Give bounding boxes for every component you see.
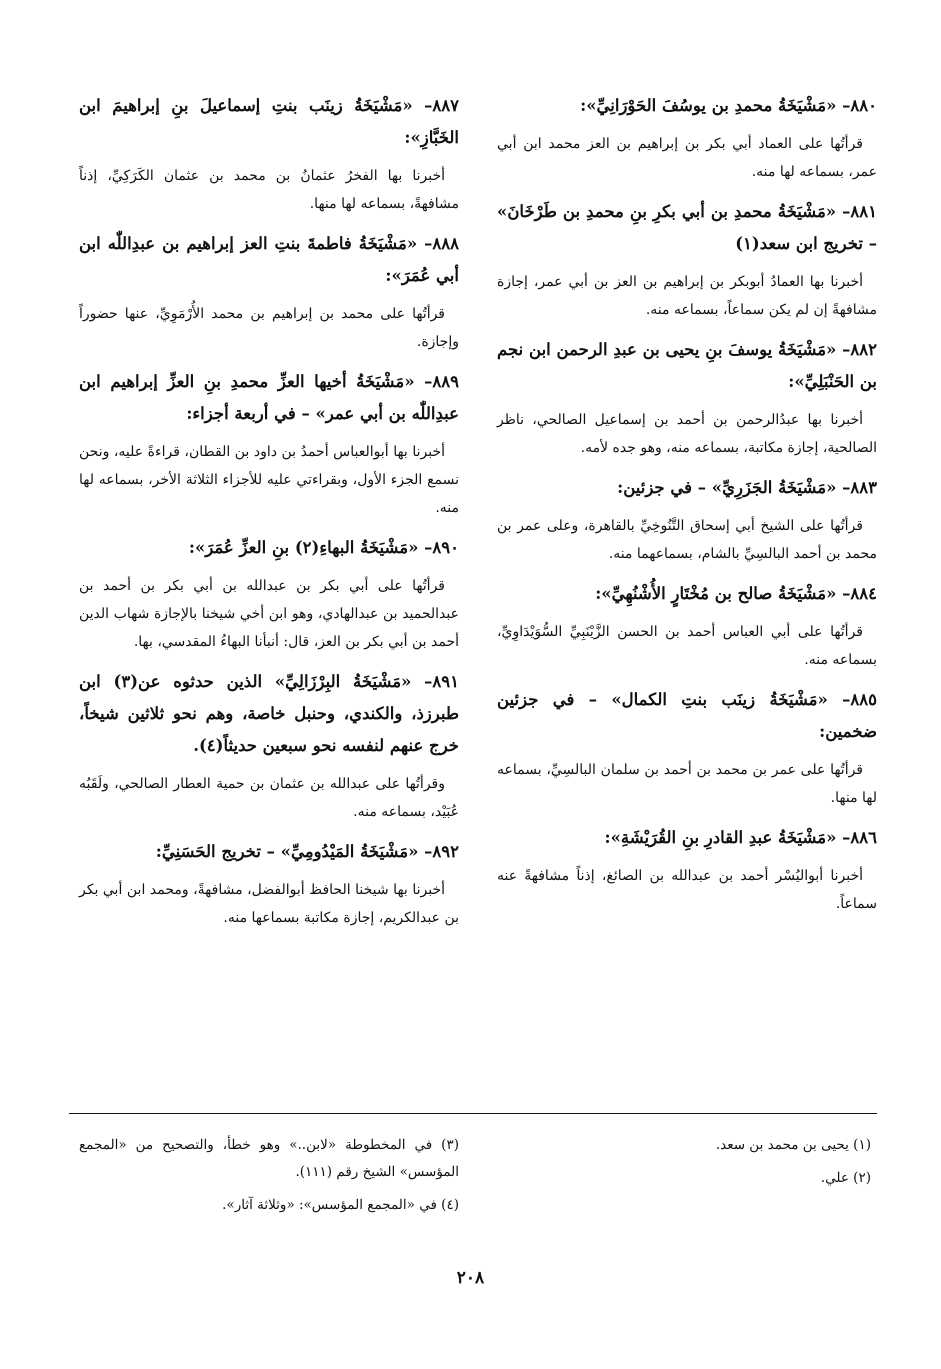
entry-title: ٨٨٨– «مَشْيَخَةُ فاطمةَ بنتِ العز إبراهيم بن عبدِاللّٰه ابن أبي عُمَرَ»:	[79, 234, 459, 285]
footnote-divider	[69, 1113, 877, 1114]
entry-body: قرأتُها على الشيخ أبي إسحاق التَّنُوخِيِّ بالقاهرة، وعلى عمر بن محمد بن أحمد البالسِيِّ بالشام، بسماعهما منه.	[497, 518, 877, 562]
entry-891	[79, 666, 459, 826]
footnote: (١) يحيى بن محمد بن سعد.	[715, 1137, 871, 1153]
entry-890	[79, 532, 459, 656]
page-number: ٢٠٨	[456, 1268, 485, 1288]
footnote: (٢) علي.	[820, 1170, 871, 1186]
entry-title: ٨٨١– «مَشْيَخَةُ محمدِ بن أبي بكرِ بنِ محمدِ بن طَرْخَانَ» – تخريج ابن سعد(١)	[497, 202, 877, 253]
entry-883	[497, 472, 877, 568]
entry-title: ٨٩٠– «مَشْيَخَةُ البهاءِ(٢) بنِ العزِّ عُمَرَ»:	[188, 538, 459, 557]
entry-body: قرأتُها على عمر بن محمد بن أحمد بن سلمان البالسِيِّ، بسماعه لها منها.	[497, 762, 877, 806]
entry-title: ٨٨٤– «مَشْيَخَةُ صالح بن مُخْتَارٍ الأُشْنُهِيِّ»:	[595, 584, 877, 603]
entry-body: قرأتُها على محمد بن إبراهيم بن محمد الأُرْمَوِيِّ، عنها حضوراً وإجازة.	[79, 306, 459, 350]
entry-882	[497, 334, 877, 462]
entry-body: أخبرنا بها العمادُ أبوبكر بن إبراهيم بن العز بن أبي عمر، إجازة مشافهةً إن لم يكن سماعاً، بسماعه منه.	[497, 274, 877, 318]
entry-title: ٨٨٥– «مَشْيَخَةُ زينَب بنتِ الكمال» – في جزئين ضخمين:	[497, 690, 877, 741]
entry-889	[79, 366, 459, 522]
entry-title: ٨٨٦– «مَشْيَخَةُ عبدِ القادرِ بنِ القُرَيْشَةِ»:	[604, 828, 877, 847]
entry-body: أخبرنا بها أبوالعباس أحمدُ بن داود بن القطان، قراءةً عليه، ونحن نسمع الجزء الأول، وبقراءتي عليه للأجزاء الثلاثة الأخر، بسماعه لها منه.	[79, 444, 459, 516]
entry-title: ٨٨٢– «مَشْيَخَةُ يوسفَ بنِ يحيى بن عبدِ الرحمن ابن نجم بن الحَنْبَلِيِّ»:	[497, 340, 877, 391]
entry-title: ٨٨٣– «مَشْيَخَةُ الجَزَرِيِّ» – في جزئين:	[617, 478, 877, 497]
entry-title: ٨٩١– «مَشْيَخَةُ البِرْزَالِيِّ» الذين حدثوه عن(٣) ابن طبرزذ، والكندي، وحنبل خاصة، وهم نحو ثلاثين شيخاً، خرج عنهم لنفسه نحو سبعين حديثاً(٤).	[79, 672, 459, 755]
entry-title: ٨٩٢– «مَشْيَخَةُ المَيْدُومِيِّ» – تخريج الحَسَنِيِّ:	[155, 842, 459, 861]
entry-body: قرأتُها على أبي العباس أحمد بن الحسن الزَّيْنَبِيِّ السُّوَيْدَاوِيِّ، بسماعه منه.	[497, 624, 877, 668]
entry-887	[79, 90, 459, 218]
entry-body: قرأتُها على العماد أبي بكر بن إبراهيم بن العز محمد ابن أبي عمر، بسماعه لها منه.	[497, 136, 877, 180]
footnotes-left	[79, 1132, 459, 1225]
entry-body: أخبرنا بها شيخنا الحافظ أبوالفضل، مشافهةً، ومحمد ابن أبي بكر بن عبدالكريم، إجازة مكاتبة بسماعها منه.	[79, 882, 459, 926]
entry-884	[497, 578, 877, 674]
left-column	[79, 90, 459, 942]
entry-body: وقرأتُها على عبدالله بن عثمان بن حمية العطار الصالحي، ولَقَبُه عُبَيْد، بسماعه منه.	[79, 776, 459, 820]
entry-title: ٨٨٠– «مَشْيَخَةُ محمدِ بن يوسُفَ الحَوْرَانِيِّ»:	[580, 96, 877, 115]
entry-881	[497, 196, 877, 324]
entry-body: أخبرنا بها عبدُالرحمن بن أحمد بن إسماعيل الصالحي، ناظر الصالحية، إجازة مكاتبة، بسماعه منه، وهو جده لأمه.	[497, 412, 877, 456]
entry-body: أخبرنا أبواليُسْر أحمد بن عبدالله بن الصائغ، إذناً مشافهةً عنه سماعاً.	[497, 868, 877, 912]
footnote: (٣) في المخطوطة «لابن..» وهو خطأ، والتصحيح من «المجمع المؤسس» الشيخ رقم (١١١).	[79, 1137, 459, 1180]
footnotes-right	[491, 1132, 871, 1198]
entry-888	[79, 228, 459, 356]
right-column	[497, 90, 877, 928]
entry-title: ٨٨٩– «مَشْيَخَةُ أخيها العزِّ محمدِ بنِ العزِّ إبراهيم ابن عبدِاللّٰه بن أبي عمر» – في أربعة أجزاء:	[79, 372, 459, 423]
entry-body: أخبرنا بها الفخرُ عثمانُ بن محمد بن عثمان الكَرَكِيِّ، إذناً مشافهةً، بسماعه لها منها.	[79, 168, 459, 212]
entry-886	[497, 822, 877, 918]
entry-892	[79, 836, 459, 932]
entry-885	[497, 684, 877, 812]
entry-880	[497, 90, 877, 186]
entry-body: قرأتُها على أبي بكر بن عبدالله بن أبي بكر بن أحمد بن عبدالحميد بن عبدالهادي، وهو ابن أخي شيخنا بالإجازة شهاب الدين أحمد بن أبي بكر بن العز، قال: أنبأنا البهاءُ المقدسي، بها.	[79, 578, 459, 650]
footnote: (٤) في «المجمع المؤسس»: «وثلاثة آثار».	[222, 1197, 459, 1213]
entry-title: ٨٨٧– «مَشْيَخَةُ زينَب بنتِ إسماعيلَ بنِ إبراهيمَ ابن الخَبَّازِ»:	[79, 96, 459, 147]
